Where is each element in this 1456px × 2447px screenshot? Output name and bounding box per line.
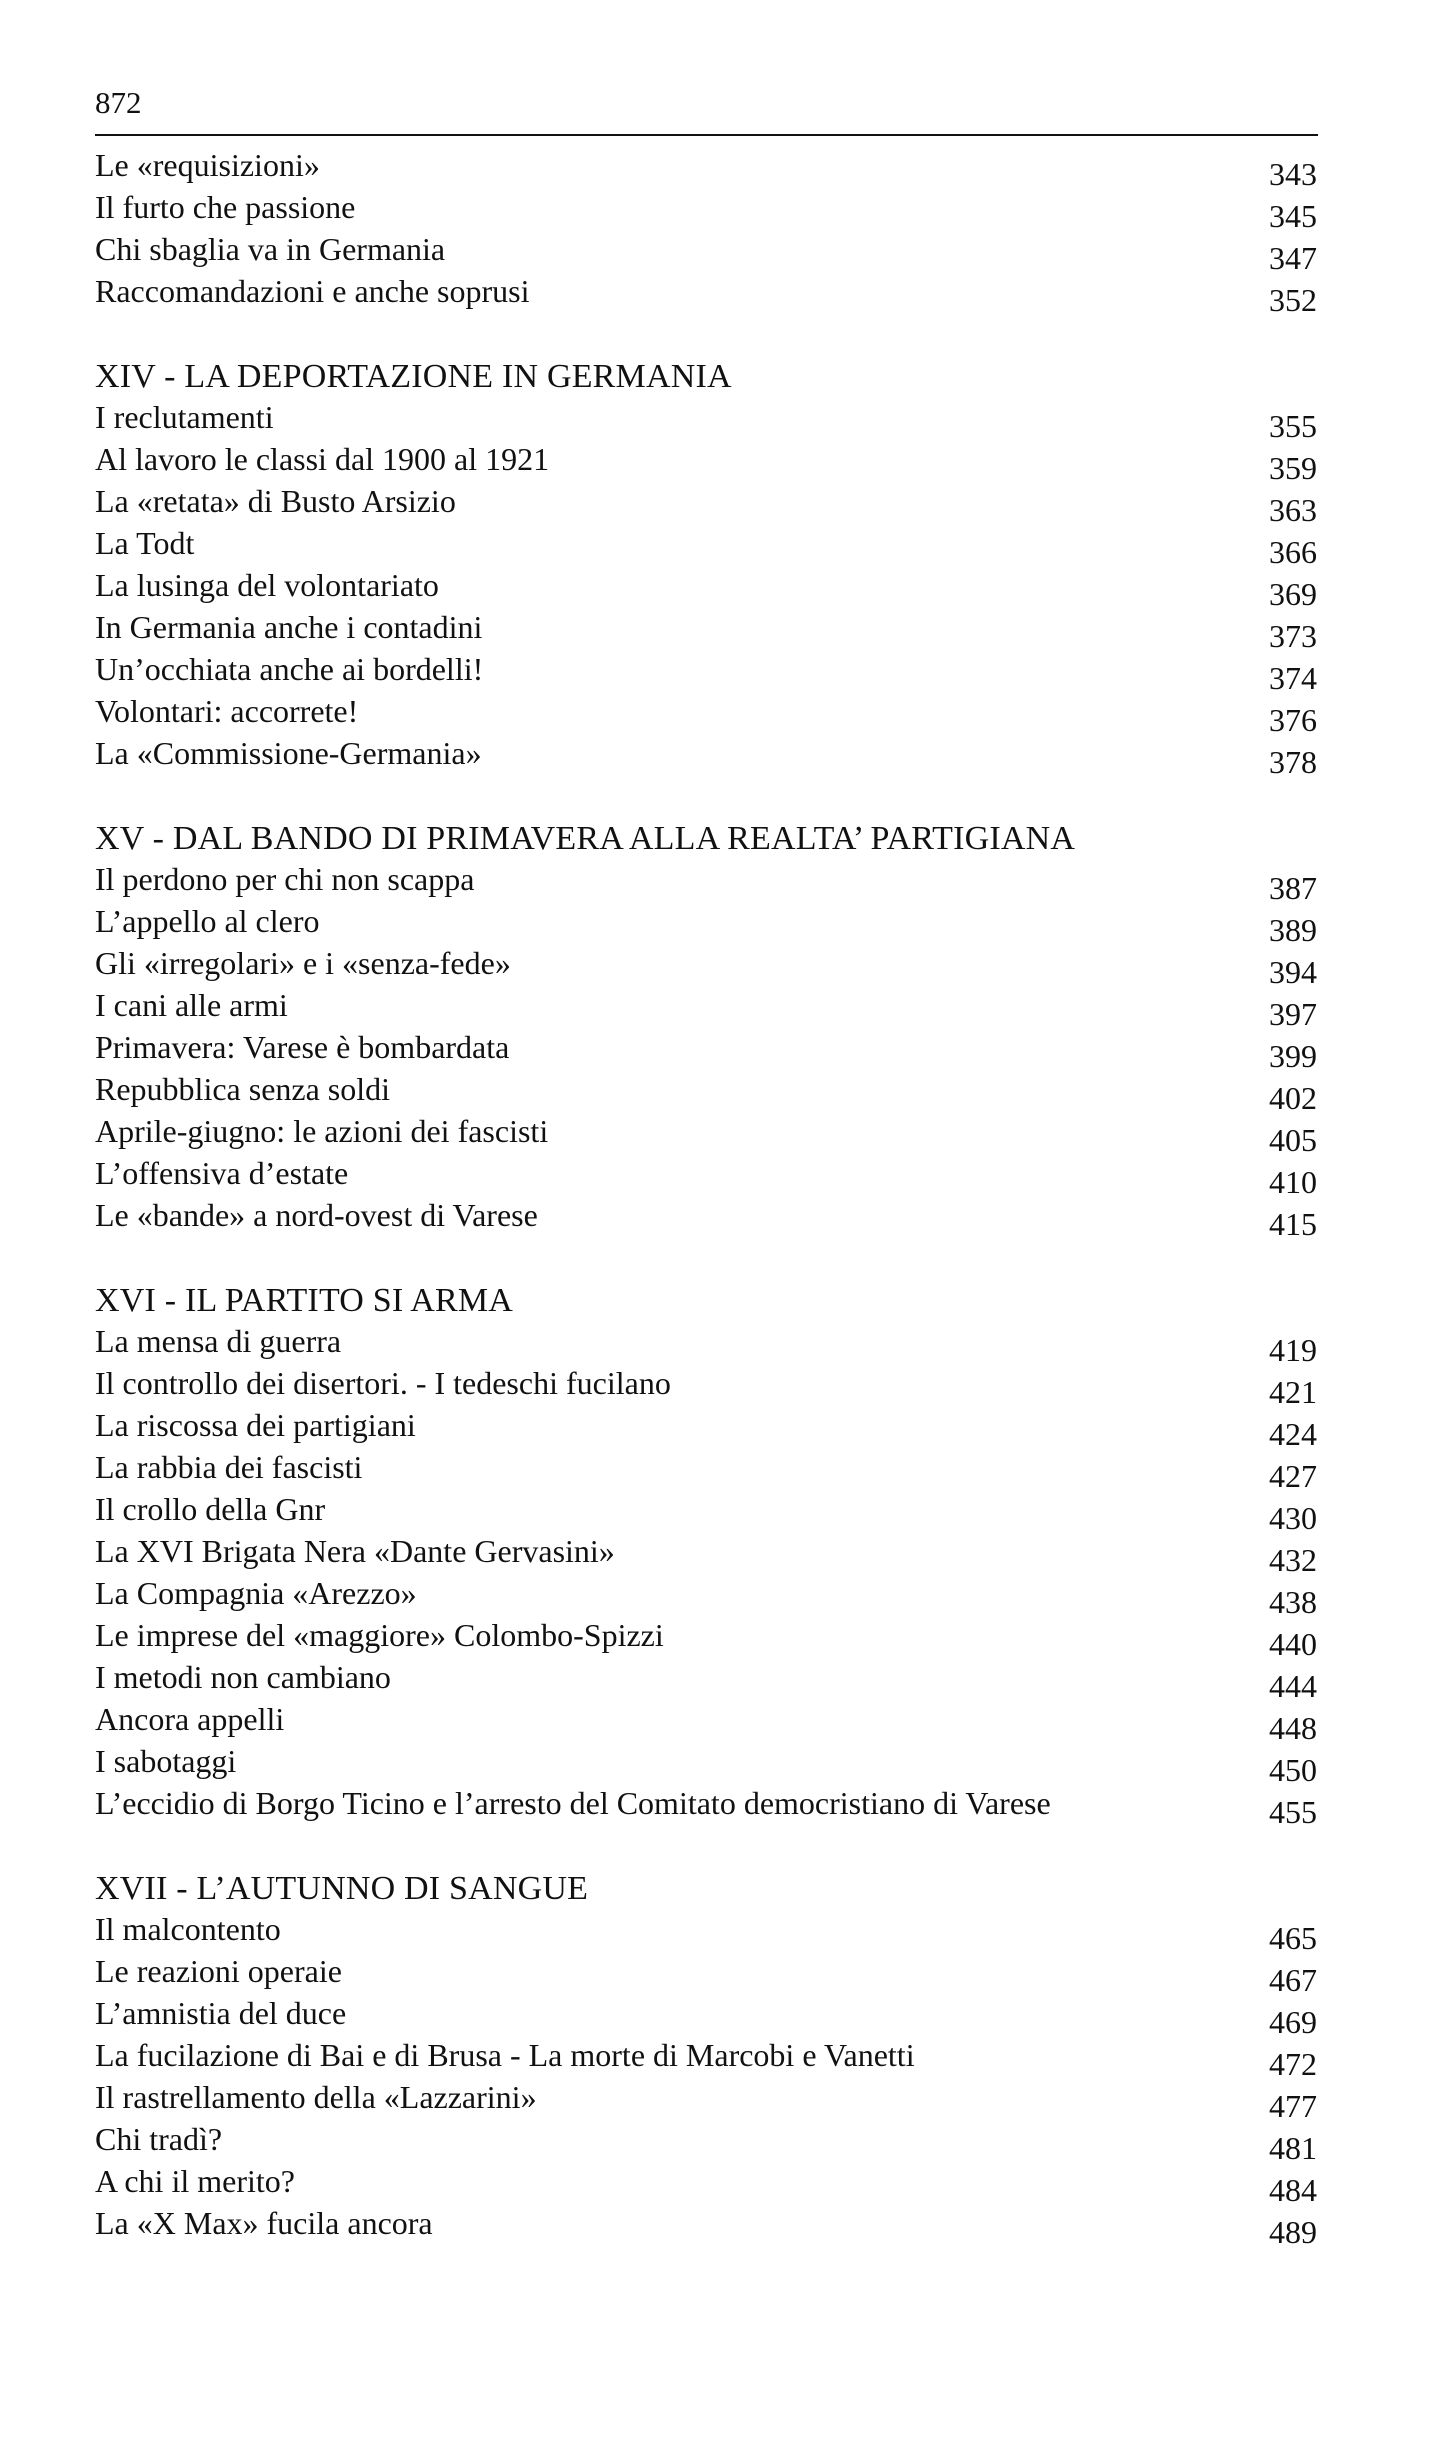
entry-title: La Todt xyxy=(95,525,195,561)
entry-title: Chi tradì? xyxy=(95,2121,223,2157)
entry-page-number: 432 xyxy=(1269,1542,1317,1578)
entry-title: A chi il merito? xyxy=(95,2163,295,2199)
entry-title: Chi sbaglia va in Germania xyxy=(95,231,446,267)
toc-entry xyxy=(95,986,1325,1032)
entry-title: La lusinga del volontariato xyxy=(95,567,439,603)
chapter-title: XVI - IL PARTITO SI ARMA xyxy=(95,1282,514,1319)
entry-page-number: 467 xyxy=(1269,1962,1317,1998)
entry-title: Volontari: accorrete! xyxy=(95,693,359,729)
toc-entry xyxy=(95,1658,1325,1704)
entry-title: Il malcontento xyxy=(95,1911,281,1947)
toc-entry xyxy=(95,692,1325,738)
entry-page-number: 419 xyxy=(1269,1332,1317,1368)
toc-entry xyxy=(95,566,1325,612)
toc-entry xyxy=(95,188,1325,234)
entry-page-number: 455 xyxy=(1269,1794,1317,1830)
toc-entry xyxy=(95,272,1325,318)
entry-title: La mensa di guerra xyxy=(95,1323,342,1359)
entry-page-number: 410 xyxy=(1269,1164,1317,1200)
toc-entry xyxy=(95,146,1325,192)
entry-page-number: 469 xyxy=(1269,2004,1317,2040)
entry-page-number: 363 xyxy=(1269,492,1317,528)
entry-title: La fucilazione di Bai e di Brusa - La morte di Marcobi e Vanetti xyxy=(95,2037,915,2073)
entry-title: Il rastrellamento della «Lazzarini» xyxy=(95,2079,537,2115)
toc-section xyxy=(95,818,1325,1242)
toc-entry xyxy=(95,398,1325,444)
entry-page-number: 378 xyxy=(1269,744,1317,780)
toc-entry xyxy=(95,2162,1325,2208)
entry-title: La rabbia dei fascisti xyxy=(95,1449,363,1485)
entry-page-number: 415 xyxy=(1269,1206,1317,1242)
toc-entry xyxy=(95,2120,1325,2166)
entry-title: La «Commissione-Germania» xyxy=(95,735,482,771)
entry-title: I reclutamenti xyxy=(95,399,274,435)
entry-page-number: 373 xyxy=(1269,618,1317,654)
toc-entry xyxy=(95,2078,1325,2124)
entry-page-number: 477 xyxy=(1269,2088,1317,2124)
entry-page-number: 472 xyxy=(1269,2046,1317,2082)
entry-page-number: 376 xyxy=(1269,702,1317,738)
entry-page-number: 450 xyxy=(1269,1752,1317,1788)
entry-title: La XVI Brigata Nera «Dante Gervasini» xyxy=(95,1533,615,1569)
toc-entry xyxy=(95,1028,1325,1074)
toc-entry xyxy=(95,1322,1325,1368)
entry-page-number: 352 xyxy=(1269,282,1317,318)
entry-page-number: 484 xyxy=(1269,2172,1317,2208)
entry-title: La Compagnia «Arezzo» xyxy=(95,1575,417,1611)
entry-title: Le reazioni operaie xyxy=(95,1953,342,1989)
entry-page-number: 465 xyxy=(1269,1920,1317,1956)
entry-title: Repubblica senza soldi xyxy=(95,1071,391,1107)
entry-title: Aprile-giugno: le azioni dei fascisti xyxy=(95,1113,549,1149)
toc-entry xyxy=(95,1532,1325,1578)
entry-title: Le imprese del «maggiore» Colombo-Spizzi xyxy=(95,1617,664,1653)
entry-title: Il furto che passione xyxy=(95,189,356,225)
entry-title: I sabotaggi xyxy=(95,1743,237,1779)
toc-entry xyxy=(95,2204,1325,2250)
toc-entry xyxy=(95,1616,1325,1662)
toc-entry xyxy=(95,1070,1325,1116)
entry-title: Al lavoro le classi dal 1900 al 1921 xyxy=(95,441,550,477)
chapter-title: XVII - L’AUTUNNO DI SANGUE xyxy=(95,1870,589,1907)
entry-page-number: 397 xyxy=(1269,996,1317,1032)
entry-page-number: 355 xyxy=(1269,408,1317,444)
toc-entry xyxy=(95,1784,1325,1830)
entry-page-number: 424 xyxy=(1269,1416,1317,1452)
entry-title: L’amnistia del duce xyxy=(95,1995,347,2031)
toc-entry xyxy=(95,1910,1325,1956)
toc-section xyxy=(95,146,1325,318)
toc-page xyxy=(95,84,1325,2250)
header-rule xyxy=(95,134,1318,136)
entry-page-number: 448 xyxy=(1269,1710,1317,1746)
entry-page-number: 369 xyxy=(1269,576,1317,612)
entry-title: Un’occhiata anche ai bordelli! xyxy=(95,651,484,687)
toc-entry xyxy=(95,440,1325,486)
entry-page-number: 345 xyxy=(1269,198,1317,234)
entry-title: Il perdono per chi non scappa xyxy=(95,861,475,897)
toc-entry xyxy=(95,1448,1325,1494)
entry-page-number: 427 xyxy=(1269,1458,1317,1494)
entry-title: Primavera: Varese è bombardata xyxy=(95,1029,510,1065)
entry-title: Le «bande» a nord-ovest di Varese xyxy=(95,1197,538,1233)
toc-entry xyxy=(95,1112,1325,1158)
entry-page-number: 366 xyxy=(1269,534,1317,570)
chapter-title: XV - DAL BANDO DI PRIMAVERA ALLA REALTA’ PARTIGIANA xyxy=(95,820,1076,857)
table-of-contents xyxy=(95,146,1325,2250)
entry-page-number: 343 xyxy=(1269,156,1317,192)
entry-page-number: 481 xyxy=(1269,2130,1317,2166)
entry-title: I metodi non cambiano xyxy=(95,1659,391,1695)
toc-entry xyxy=(95,230,1325,276)
toc-entry xyxy=(95,944,1325,990)
toc-entry xyxy=(95,1406,1325,1452)
toc-entry xyxy=(95,482,1325,528)
toc-entry xyxy=(95,1154,1325,1200)
entry-title: La «retata» di Busto Arsizio xyxy=(95,483,456,519)
entry-title: La riscossa dei partigiani xyxy=(95,1407,416,1443)
entry-page-number: 421 xyxy=(1269,1374,1317,1410)
entry-title: L’offensiva d’estate xyxy=(95,1155,349,1191)
entry-page-number: 444 xyxy=(1269,1668,1317,1704)
toc-entry xyxy=(95,1196,1325,1242)
entry-page-number: 387 xyxy=(1269,870,1317,906)
entry-page-number: 402 xyxy=(1269,1080,1317,1116)
toc-entry xyxy=(95,608,1325,654)
entry-title: La «X Max» fucila ancora xyxy=(95,2205,433,2241)
entry-page-number: 389 xyxy=(1269,912,1317,948)
toc-section xyxy=(95,1868,1325,2250)
entry-page-number: 359 xyxy=(1269,450,1317,486)
toc-section xyxy=(95,356,1325,780)
toc-entry xyxy=(95,650,1325,696)
toc-entry xyxy=(95,860,1325,906)
entry-title: Raccomandazioni e anche soprusi xyxy=(95,273,530,309)
entry-title: L’appello al clero xyxy=(95,903,320,939)
toc-entry xyxy=(95,1952,1325,1998)
entry-page-number: 489 xyxy=(1269,2214,1317,2250)
entry-title: Gli «irregolari» e i «senza-fede» xyxy=(95,945,511,981)
entry-title: I cani alle armi xyxy=(95,987,288,1023)
toc-entry xyxy=(95,1742,1325,1788)
toc-entry xyxy=(95,2036,1325,2082)
entry-title: L’eccidio di Borgo Ticino e l’arresto del Comitato democristiano di Varese xyxy=(95,1785,1051,1821)
entry-page-number: 440 xyxy=(1269,1626,1317,1662)
entry-title: Il crollo della Gnr xyxy=(95,1491,326,1527)
entry-title: Ancora appelli xyxy=(95,1701,285,1737)
toc-entry xyxy=(95,1994,1325,2040)
toc-entry xyxy=(95,1490,1325,1536)
toc-entry xyxy=(95,1700,1325,1746)
chapter-title: XIV - LA DEPORTAZIONE IN GERMANIA xyxy=(95,358,732,395)
entry-page-number: 405 xyxy=(1269,1122,1317,1158)
page-number: 872 xyxy=(95,85,142,120)
entry-page-number: 399 xyxy=(1269,1038,1317,1074)
entry-page-number: 394 xyxy=(1269,954,1317,990)
toc-section xyxy=(95,1280,1325,1830)
toc-entry xyxy=(95,524,1325,570)
entry-title: Le «requisizioni» xyxy=(95,147,320,183)
toc-entry xyxy=(95,1574,1325,1620)
entry-title: Il controllo dei disertori. - I tedeschi fucilano xyxy=(95,1365,671,1401)
entry-page-number: 347 xyxy=(1269,240,1317,276)
entry-page-number: 374 xyxy=(1269,660,1317,696)
entry-title: In Germania anche i contadini xyxy=(95,609,483,645)
toc-entry xyxy=(95,1364,1325,1410)
toc-entry xyxy=(95,902,1325,948)
entry-page-number: 438 xyxy=(1269,1584,1317,1620)
toc-entry xyxy=(95,734,1325,780)
entry-page-number: 430 xyxy=(1269,1500,1317,1536)
